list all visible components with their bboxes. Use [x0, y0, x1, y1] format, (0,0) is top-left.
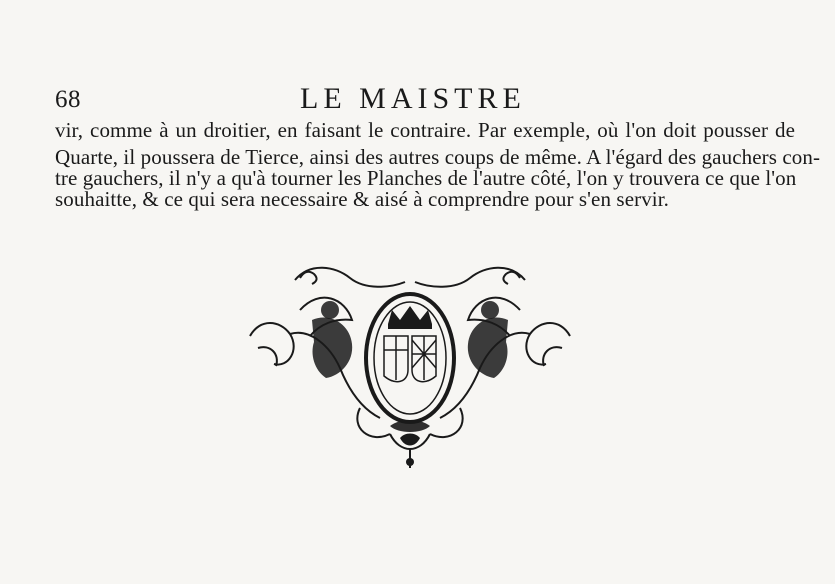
- text-line: tre gauchers, il n'y a qu'à tourner les Planches de l'autre côté, l'on y trouvera ce que l'on: [55, 166, 797, 190]
- text-line: souhaitte, & ce qui sera necessaire & aisé à comprendre pour s'en servir.: [55, 187, 670, 211]
- page-number: 68: [55, 86, 81, 113]
- text-line: vir, comme à un droitier, en faisant le contraire. Par exemple, où l'on doit pousser de: [55, 118, 795, 142]
- text-line: Quarte, il poussera de Tierce, ainsi des autres coups de même. A l'égard des gauchers con-: [55, 145, 821, 169]
- running-title: LE MAISTRE: [300, 82, 526, 115]
- heraldic-vignette-icon: [240, 258, 580, 474]
